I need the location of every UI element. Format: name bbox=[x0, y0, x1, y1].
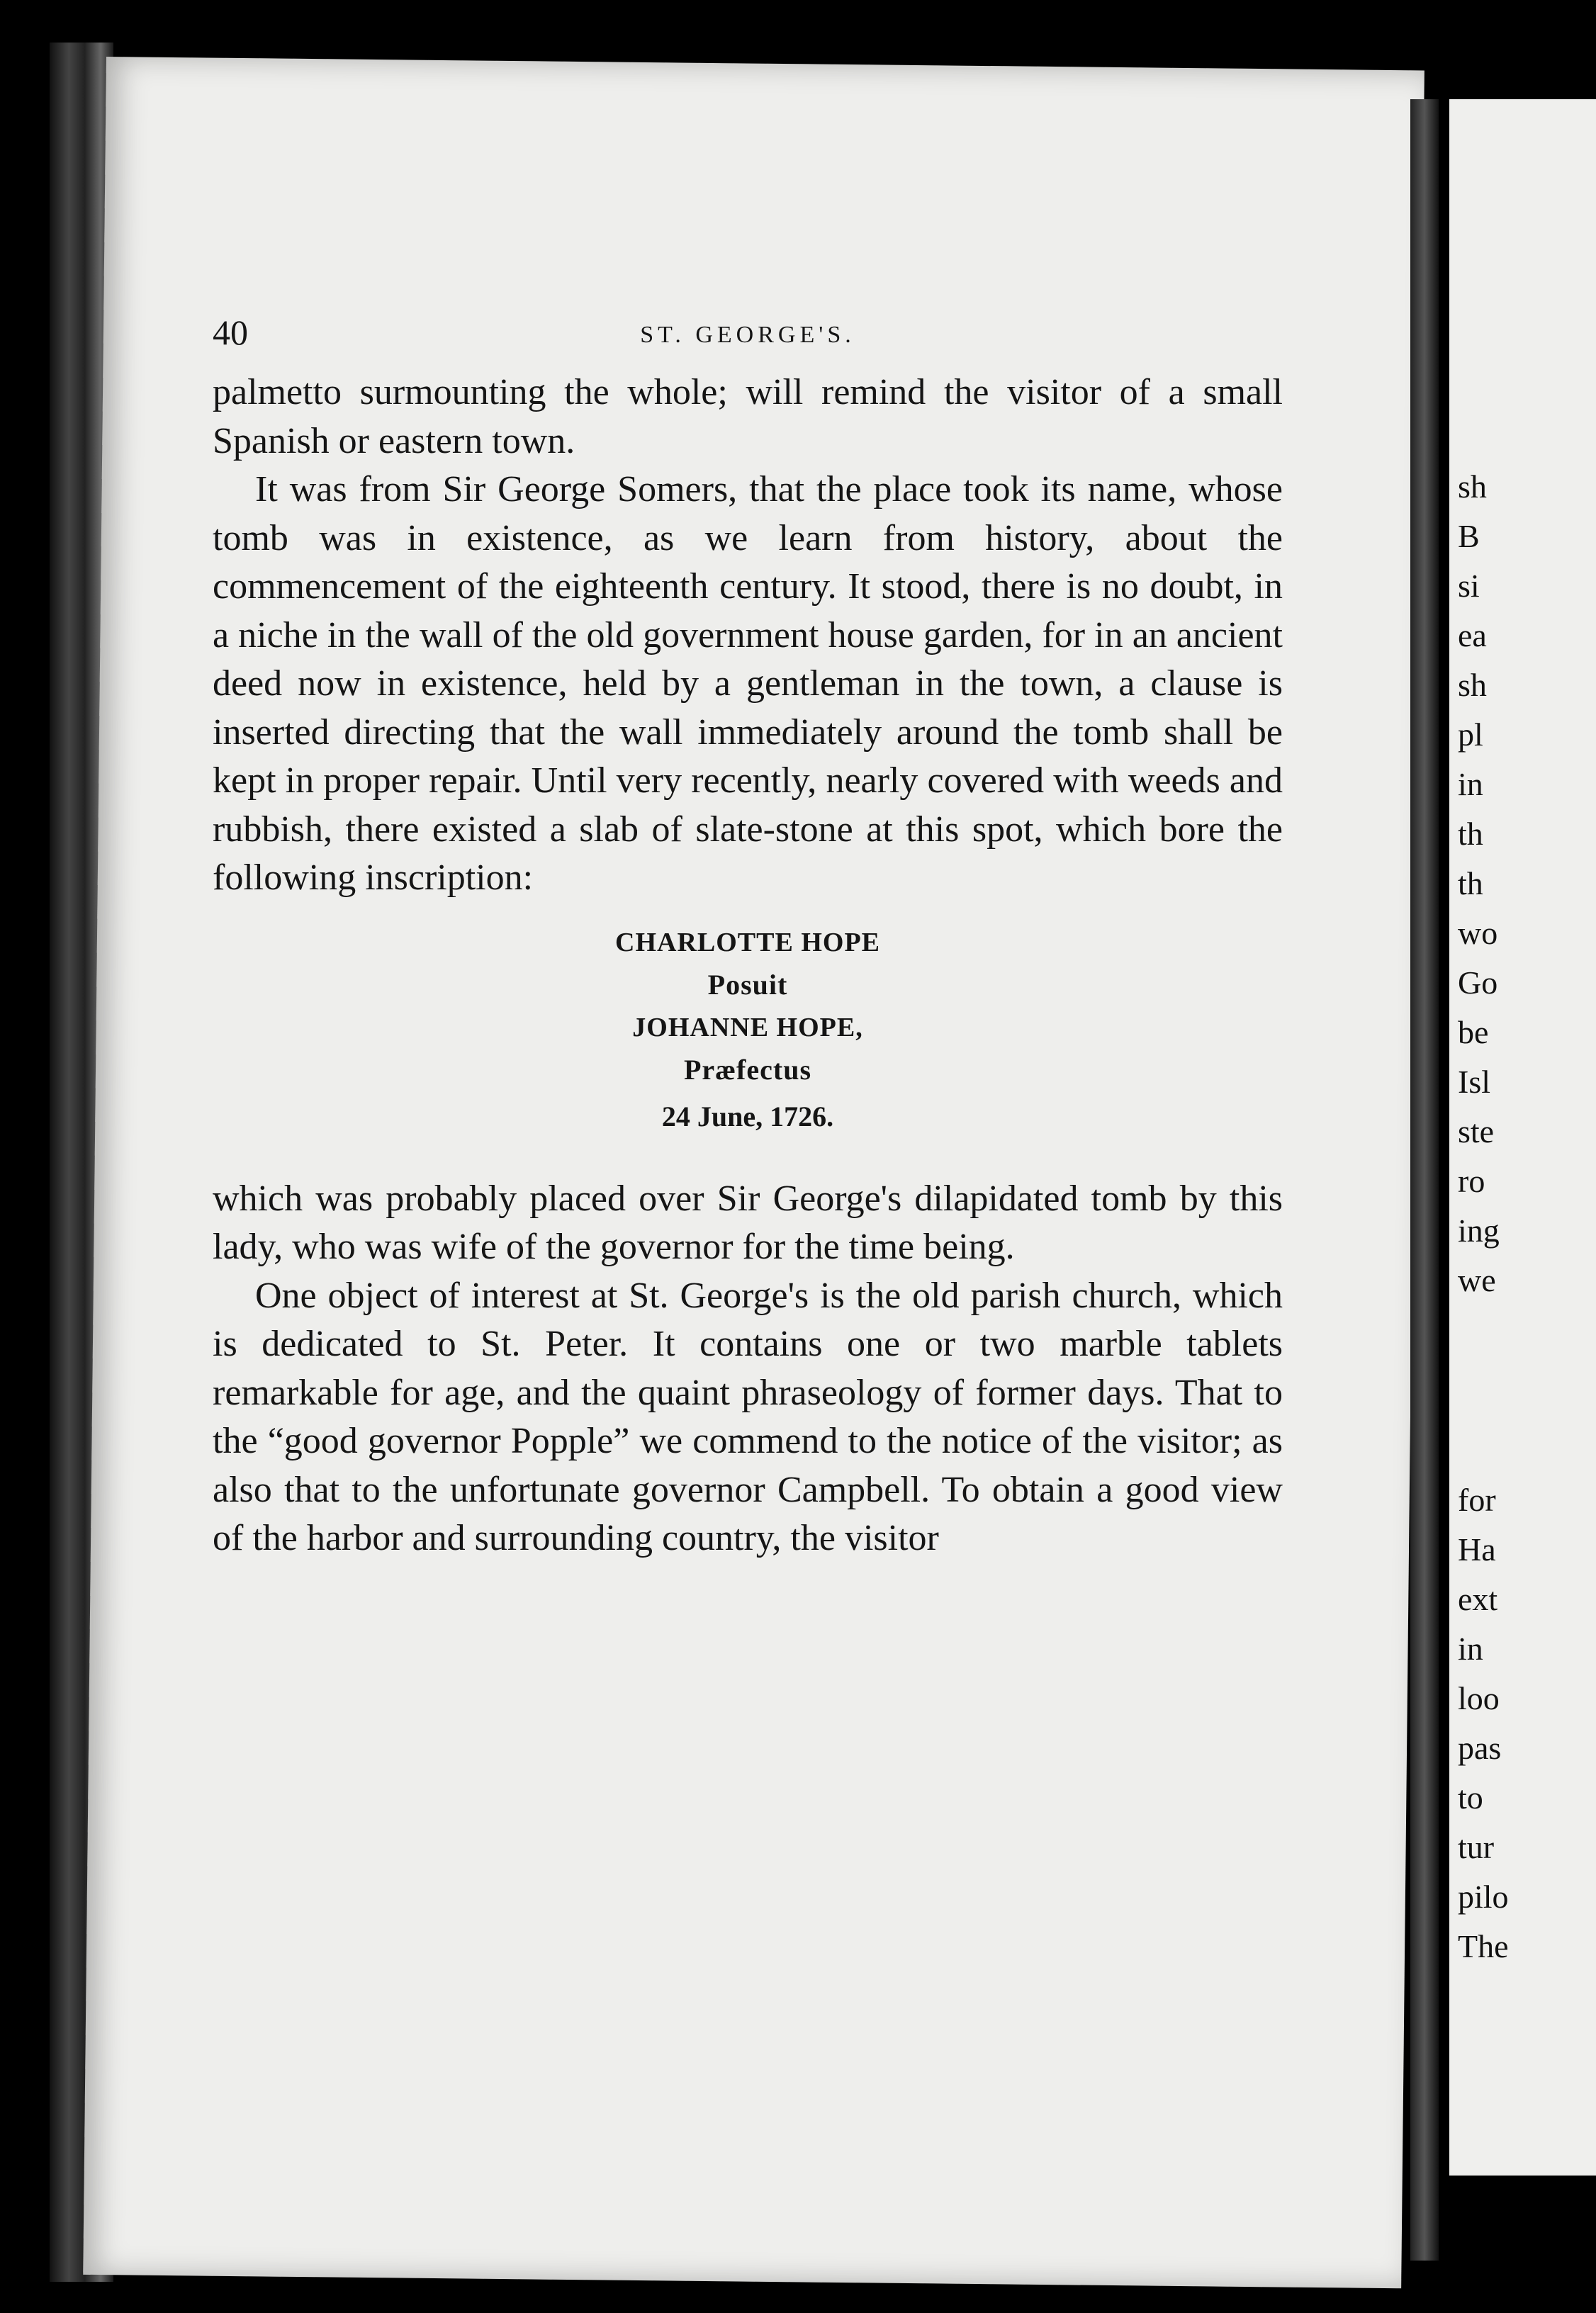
page-number: 40 bbox=[213, 313, 248, 352]
right-page-fragment: pilo bbox=[1458, 1879, 1509, 1915]
right-page-fragment: pas bbox=[1458, 1730, 1502, 1766]
right-page-fragment: ext bbox=[1458, 1581, 1498, 1617]
right-page-fragment: sh bbox=[1458, 667, 1487, 703]
right-page-fragment: tur bbox=[1458, 1829, 1495, 1865]
right-page-fragment: loo bbox=[1458, 1680, 1500, 1716]
right-page-fragment: th bbox=[1458, 816, 1483, 852]
right-page bbox=[1449, 99, 1596, 2176]
page-content bbox=[213, 312, 1283, 1563]
right-page-fragment: th bbox=[1458, 865, 1483, 901]
right-page-fragment: ste bbox=[1458, 1113, 1495, 1149]
right-page-fragment: in bbox=[1458, 1631, 1483, 1667]
right-page-fragment: Go bbox=[1458, 964, 1498, 1001]
right-page-fragment: si bbox=[1458, 568, 1480, 604]
inscription-line: Præfectus bbox=[683, 1053, 812, 1086]
right-page-fragment: Ha bbox=[1458, 1531, 1496, 1568]
page-header bbox=[213, 312, 1283, 368]
right-page-fragment: ing bbox=[1458, 1212, 1500, 1249]
inscription-line: CHARLOTTE HOPE bbox=[615, 927, 880, 957]
right-page-fragment: we bbox=[1458, 1262, 1496, 1298]
right-page-fragment: ea bbox=[1458, 617, 1487, 653]
inscription bbox=[213, 921, 1283, 1142]
inscription-date: 24 June, 1726. bbox=[661, 1100, 834, 1132]
right-page-fragment: The bbox=[1458, 1928, 1509, 1964]
right-page-fragment: in bbox=[1458, 766, 1483, 802]
right-page-fragment: ro bbox=[1458, 1163, 1485, 1199]
paragraph-2: It was from Sir George Somers, that the place took its name, whose tomb was in existence, as we learn from history, about the commencement of the eighteenth century. It stood, there is no doubt, in a niche in the wall of the old government house garden, for in an ancient deed now in existence, held by a gentleman in the town, a clause is inserted directing that the wall immediately around the tomb shall be kept in proper repair. Until very recently, nearly covered with weeds and rubbish, there existed a slab of slate-stone at this spot, which bore the following inscription: bbox=[213, 469, 1283, 898]
running-head: ST. GEORGE'S. bbox=[640, 322, 855, 348]
right-page-fragment: for bbox=[1458, 1482, 1496, 1518]
right-page-fragment: sh bbox=[1458, 468, 1487, 505]
page-gutter bbox=[1410, 99, 1439, 2261]
inscription-line: Posuit bbox=[707, 968, 788, 1001]
paragraph-4: One object of interest at St. George's is the old parish church, which is dedicated to St. Peter. It contains one or two marble tablets remarkable for age, and the quaint phraseology of former days. That to the “good governor Popple” we commend to the notice of the visitor; as also that to the unfortunate governor Campbell. To obtain a good view of the harbor and surrounding country, the visitor bbox=[213, 1275, 1283, 1558]
right-page-fragment: pl bbox=[1458, 716, 1483, 753]
inscription-line: JOHANNE HOPE, bbox=[632, 1012, 863, 1042]
paragraph-3: which was probably placed over Sir George's dilapidated tomb by this lady, who was wife of the governor for the time being. bbox=[213, 1178, 1283, 1267]
paragraph-1: palmetto surmounting the whole; will remind the visitor of a small Spanish or eastern town. bbox=[213, 372, 1283, 461]
right-page-fragment: to bbox=[1458, 1779, 1483, 1816]
right-page-fragment: be bbox=[1458, 1014, 1489, 1050]
right-page-fragment: Isl bbox=[1458, 1064, 1490, 1100]
right-page-fragment: B bbox=[1458, 518, 1480, 554]
right-page-fragment: wo bbox=[1458, 915, 1498, 951]
